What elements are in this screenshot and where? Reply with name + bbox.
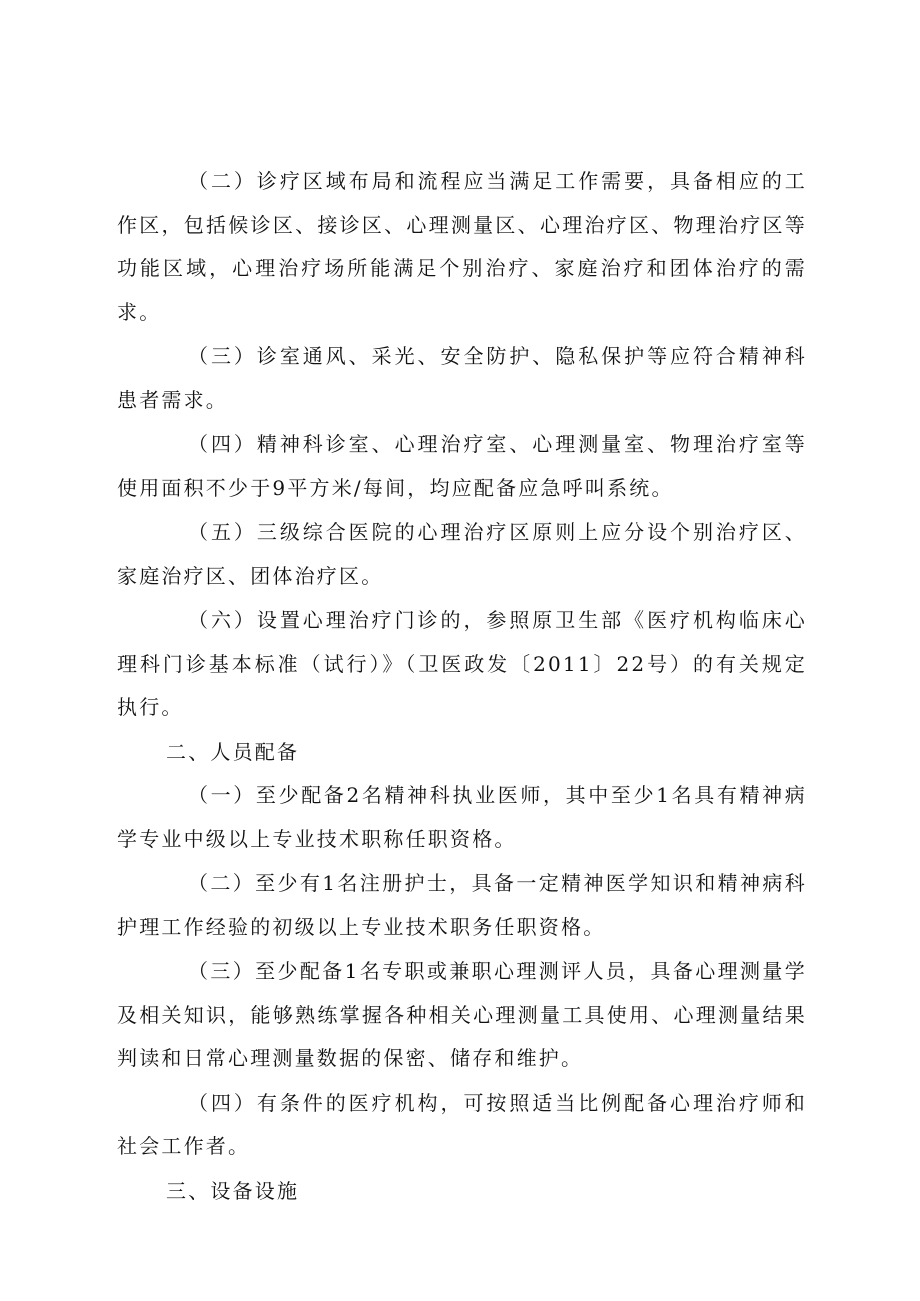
paragraph-assessors: （三）至少配备1名专职或兼职心理测评人员，具备心理测量学及相关知识，能够熟练掌握各种相关心理测量工具使用、心理测量结果判读和日常心理测量数据的保密、储存和维护。 bbox=[117, 959, 807, 1070]
paragraph-nurses: （二）至少有1名注册护士，具备一定精神医学知识和精神病科护理工作经验的初级以上专业技术职务任职资格。 bbox=[117, 871, 807, 939]
section-heading-staffing: 二、人员配备 bbox=[166, 739, 300, 764]
section-heading-equipment: 三、设备设施 bbox=[166, 1178, 300, 1203]
document-body bbox=[117, 160, 807, 1213]
paragraph-clinic-standard: （六）设置心理治疗门诊的，参照原卫生部《医疗机构临床心理科门诊基本标准（试行）》（卫医政发〔2011〕22号）的有关规定执行。 bbox=[117, 608, 807, 719]
paragraph-room-area: （四）精神科诊室、心理治疗室、心理测量室、物理治疗室等使用面积不少于9平方米/每间，均应配备应急呼叫系统。 bbox=[117, 432, 807, 500]
paragraph-physicians: （一）至少配备2名精神科执业医师，其中至少1名具有精神病学专业中级以上专业技术职称任职资格。 bbox=[117, 783, 807, 851]
paragraph-ventilation: （三）诊室通风、采光、安全防护、隐私保护等应符合精神科患者需求。 bbox=[117, 344, 807, 412]
paragraph-zoning-layout: （二）诊疗区域布局和流程应当满足工作需要，具备相应的工作区，包括候诊区、接诊区、心理测量区、心理治疗区、物理治疗区等功能区域，心理治疗场所能满足个别治疗、家庭治疗和团体治疗的需求。 bbox=[117, 169, 807, 324]
paragraph-therapy-zones: （五）三级综合医院的心理治疗区原则上应分设个别治疗区、家庭治疗区、团体治疗区。 bbox=[117, 520, 807, 588]
paragraph-therapists: （四）有条件的医疗机构，可按照适当比例配备心理治疗师和社会工作者。 bbox=[117, 1090, 807, 1158]
